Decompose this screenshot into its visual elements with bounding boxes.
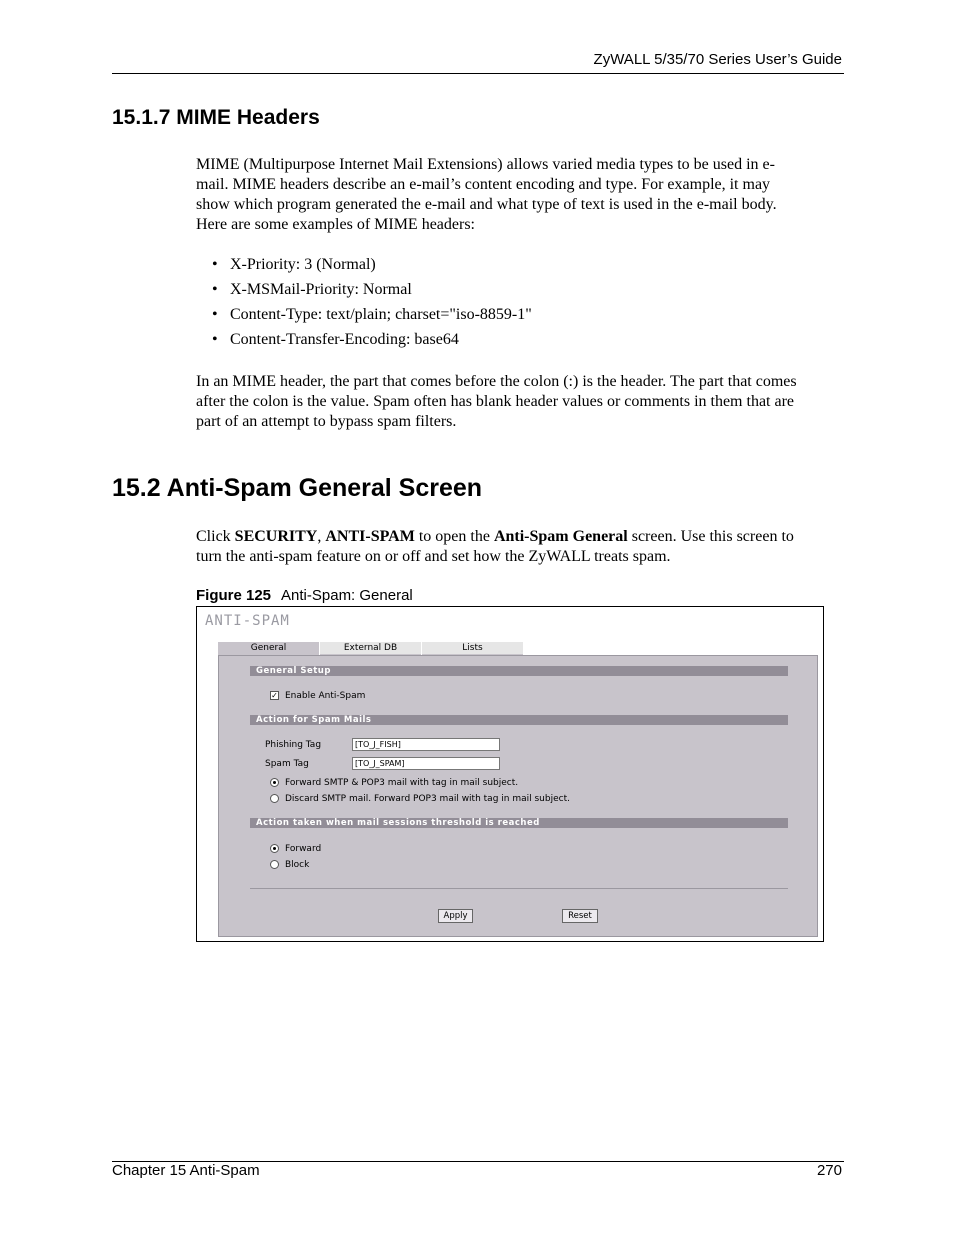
spam-tag-label: Spam Tag	[265, 759, 309, 769]
text-run: screen. Use this screen to	[627, 528, 794, 545]
discard-smtp-label: Discard SMTP mail. Forward POP3 mail with tag in mail subject.	[285, 794, 570, 804]
section-bar-general-setup: General Setup	[250, 666, 788, 676]
screen-reference-anti-spam-general: Anti-Spam General	[493, 528, 628, 545]
tab-general[interactable]: General	[218, 642, 319, 655]
discard-smtp-radio[interactable]	[270, 794, 279, 803]
tab-external-db[interactable]: External DB	[320, 642, 421, 655]
page-number: 270	[816, 1162, 842, 1179]
forward-with-tag-radio[interactable]	[270, 778, 279, 787]
screen-title: ANTI-SPAM	[205, 613, 290, 629]
menu-reference-anti-spam: ANTI-SPAM	[325, 528, 415, 545]
mime-header-examples-list	[212, 255, 532, 355]
panel-divider	[250, 888, 788, 889]
text-line: mail. MIME headers describe an e-mail’s content encoding and type. For example, it may	[196, 176, 771, 193]
list-item: • Content-Type: text/plain; charset="iso-8859-1"	[212, 305, 532, 330]
threshold-block-radio[interactable]	[270, 860, 279, 869]
mime-explanation-paragraph	[196, 372, 846, 432]
apply-button[interactable]: Apply	[438, 909, 473, 923]
phishing-tag-label: Phishing Tag	[265, 740, 322, 750]
text-line: MIME (Multipurpose Internet Mail Extensions) allows varied media types to be used in e-	[196, 156, 775, 173]
text-line	[196, 527, 846, 547]
text-line: turn the anti-spam feature on or off and set how the ZyWALL treats spam.	[196, 548, 671, 565]
text-line: part of an attempt to bypass spam filters.	[196, 413, 457, 430]
forward-with-tag-label: Forward SMTP & POP3 mail with tag in mail subject.	[285, 778, 519, 788]
threshold-block-label: Block	[285, 860, 310, 870]
menu-reference-security: SECURITY	[234, 528, 318, 545]
section-heading-mime-headers: 15.1.7 MIME Headers	[112, 106, 320, 129]
list-item: • X-MSMail-Priority: Normal	[212, 280, 532, 305]
reset-button[interactable]: Reset	[562, 909, 598, 923]
figure-caption	[196, 587, 413, 604]
threshold-forward-radio[interactable]	[270, 844, 279, 853]
spam-tag-input[interactable]: [TO_J_SPAM]	[352, 757, 500, 770]
text-run: Click	[196, 528, 235, 545]
running-header: ZyWALL 5/35/70 Series User’s Guide	[593, 51, 842, 68]
section-bar-action-for-spam-mails: Action for Spam Mails	[250, 715, 788, 725]
anti-spam-general-screenshot	[196, 606, 824, 942]
figure-number: Figure 125	[196, 587, 272, 604]
header-rule	[112, 73, 844, 74]
list-item: • Content-Transfer-Encoding: base64	[212, 330, 532, 355]
checkmark-icon: ✓	[271, 691, 278, 700]
tab-lists[interactable]: Lists	[422, 642, 523, 655]
mime-intro-paragraph	[196, 155, 846, 235]
figure-title: Anti-Spam: General	[281, 587, 413, 604]
text-run: ,	[317, 528, 326, 545]
settings-panel	[218, 655, 818, 937]
anti-spam-intro-paragraph	[196, 527, 846, 567]
text-line: show which program generated the e-mail and what type of text is used in the e-mail body.	[196, 196, 777, 213]
text-line: after the colon is the value. Spam often has blank header values or comments in them that are	[196, 393, 795, 410]
text-line: Here are some examples of MIME headers:	[196, 216, 475, 233]
enable-anti-spam-checkbox[interactable]	[270, 691, 279, 700]
text-line: In an MIME header, the part that comes before the colon (:) is the header. The part that comes	[196, 373, 797, 390]
footer-chapter: Chapter 15 Anti-Spam	[112, 1162, 260, 1179]
section-bar-threshold-action: Action taken when mail sessions threshold is reached	[250, 818, 788, 828]
phishing-tag-input[interactable]: [TO_J_FISH]	[352, 738, 500, 751]
text-run: to open the	[414, 528, 494, 545]
section-heading-anti-spam-general: 15.2 Anti-Spam General Screen	[112, 474, 483, 502]
list-item: • X-Priority: 3 (Normal)	[212, 255, 532, 280]
threshold-forward-label: Forward	[285, 844, 322, 854]
enable-anti-spam-label: Enable Anti-Spam	[285, 691, 366, 701]
